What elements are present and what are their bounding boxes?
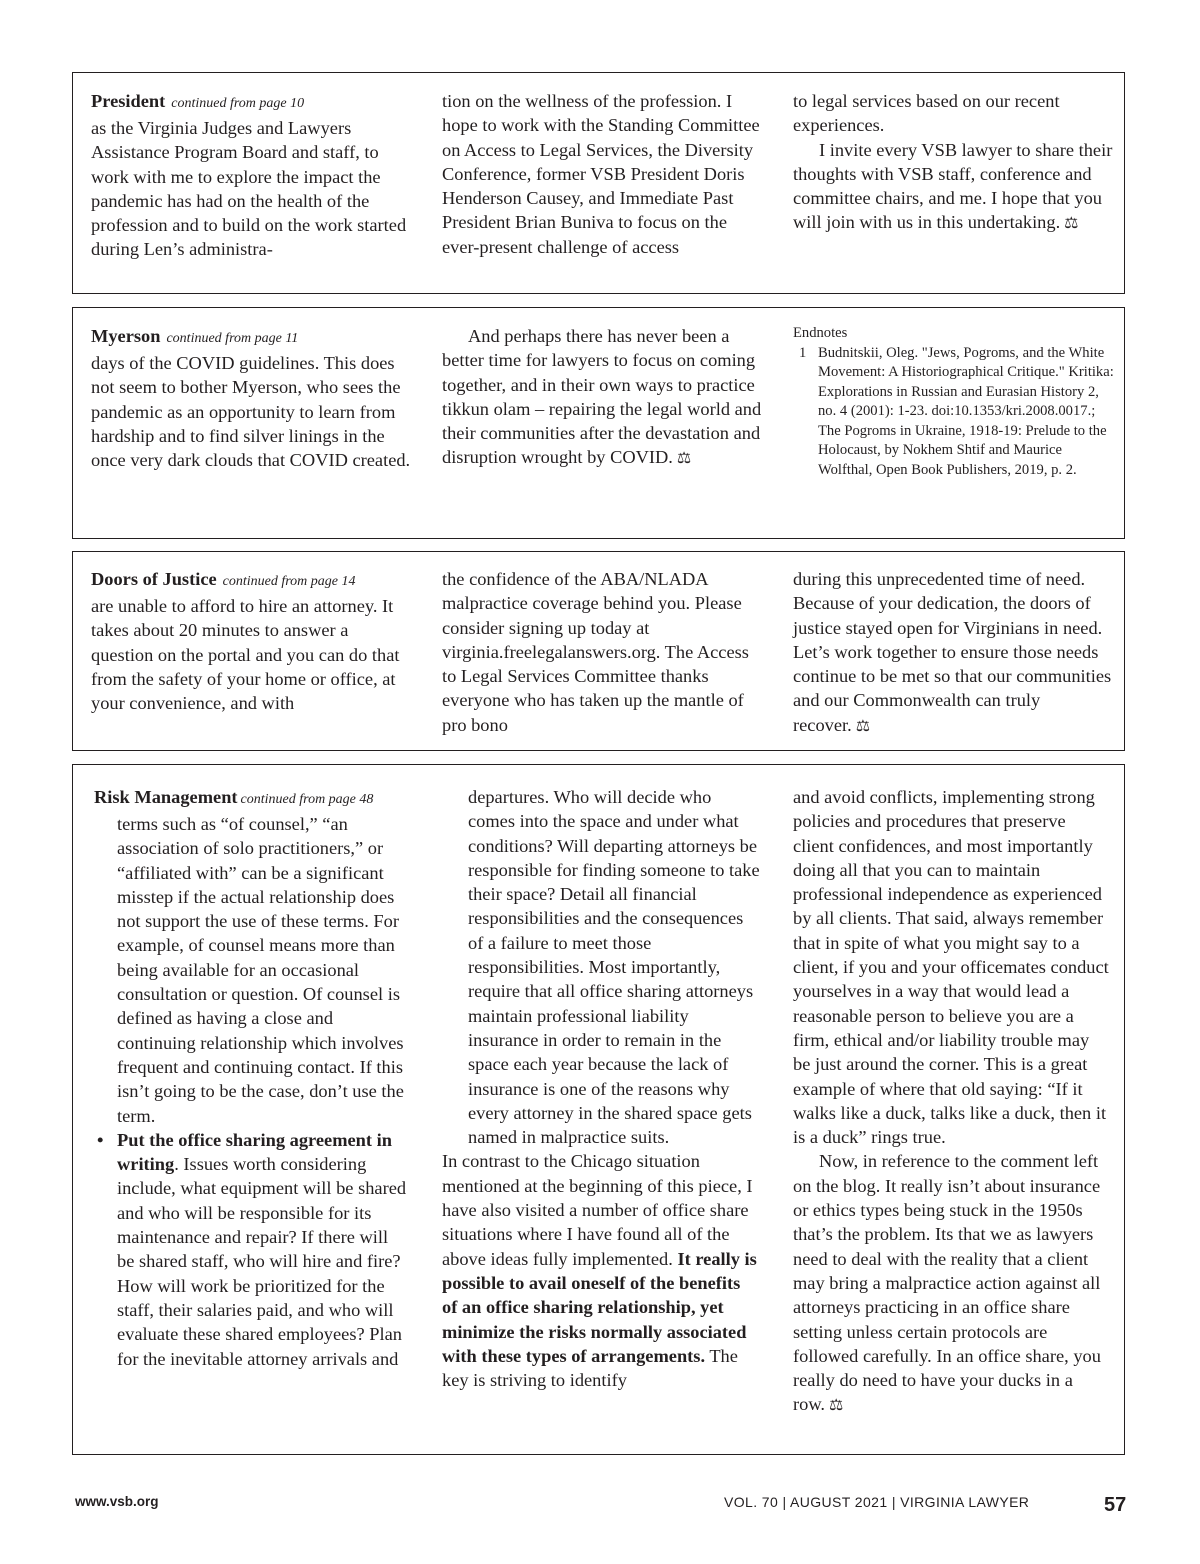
risk-text-3b: Now, in reference to the comment left on the blog. It really isn’t about insurance or ethics types being stuck in the 1950s that’s the problem. Its that we as lawyers need to deal with the reality that a client may bring a malpractice action against all attorneys practicing in an office share setting unless certain protocols are followed carefully. In an office share, you really do need to have your ducks in a row.	[793, 1151, 1101, 1415]
doors-continued-note: continued from page 14	[222, 574, 356, 589]
risk-text-2b-end: The key is striving to identify	[442, 1345, 738, 1391]
myerson-heading	[91, 324, 413, 351]
risk-col-2	[442, 785, 760, 1392]
footer-url[interactable]: www.vsb.org	[75, 1494, 159, 1509]
risk-col-3	[793, 785, 1111, 1419]
president-text-3a: to legal services based on our recent experiences.	[793, 91, 1060, 136]
risk-bullet-text: . Issues worth considering include, what equipment will be shared and who will be responsible for its maintenance and repair? If there will be shared staff, who will hire and fire? How will work be prioritized for the staff, their salaries paid, and who will evaluate these shared employees? Plan for the inevitable attorney arrivals and	[117, 1154, 407, 1369]
scales-of-justice-icon: ⚖	[829, 1397, 844, 1415]
risk-text-1: terms such as “of counsel,” “an association of solo practitioners,” or “affiliated with” can be a significant misstep if the actual relationship does not support the use of these terms. For example, of counsel means more than being available for an occasional consultation or question. Of counsel is defined as having a close and continuing relationship which involves frequent and continuing contact. If this isn’t going to be the case, don’t use the term.	[117, 814, 404, 1126]
doors-col-3	[793, 567, 1115, 739]
scales-of-justice-icon: ⚖	[676, 450, 692, 468]
myerson-continued-note: continued from page 11	[166, 331, 299, 346]
risk-management-continuation	[72, 764, 1125, 1455]
president-continued-note: continued from page 10	[171, 96, 305, 111]
myerson-text-1: days of the COVID guidelines. This does not seem to bother Myerson, who sees the pandemic as an opportunity to learn from hardship and to find silver linings in the once very dark clouds that COVID created.	[91, 353, 411, 471]
doors-text-2: the confidence of the ABA/NLADA malpractice coverage behind you. Please consider signing up today at virginia.freelegalanswers.org. The Access to Legal Services Committee thanks everyone who has taken up the mantle of pro bono	[442, 569, 749, 735]
doors-text-3: during this unprecedented time of need. Because of your dedication, the doors of justice stayed open for Virginians in need. Let’s work together to ensure those needs continue to be met so that our communities and our Commonwealth can truly recover.	[793, 569, 1112, 735]
myerson-text-2: And perhaps there has never been a better time for lawyers to focus on coming together, and in their own ways to practice tikkun olam – repairing the legal world and their communities after the devastation and disruption wrought by COVID.	[442, 326, 762, 468]
risk-bullet-item	[91, 1128, 409, 1371]
myerson-col-1	[91, 324, 413, 472]
doors-heading	[91, 567, 413, 594]
doors-text-1: are unable to afford to hire an attorney. It takes about 20 minutes to answer a question on the portal and you can do that from the safety of your home or office, at your convenience, and with	[91, 596, 400, 714]
president-title: President	[91, 91, 166, 111]
scales-of-justice-icon: ⚖	[1064, 215, 1079, 233]
endnotes-title: Endnotes	[793, 325, 848, 341]
endnote-text: Budnitskii, Oleg. "Jews, Pogroms, and the White Movement: A Historiographical Critique." Kritika: Explorations in Russian and Eurasian History 2, no. 4 (2001): 1-23. doi:10.1353/kri.2008.0017.; The Pogroms in Ukraine, 1918-19: Prelude to the Holocaust, by Nokhem Shtif and Maurice Wolfthal, Open Book Publishers, 2019, p. 2.	[818, 344, 1114, 478]
president-text-1: as the Virginia Judges and Lawyers Assistance Program Board and staff, to work with me to explore the impact the pandemic has had on the health of the profession and to build on the work started during Len’s administra-	[91, 118, 407, 260]
myerson-title: Myerson	[91, 326, 161, 346]
myerson-continuation	[72, 307, 1125, 539]
risk-heading	[94, 785, 409, 812]
doors-of-justice-continuation	[72, 551, 1125, 751]
bullet-icon: •	[97, 1129, 104, 1150]
risk-text-2b	[442, 1149, 760, 1392]
risk-text-2a: departures. Who will decide who comes into the space and under what conditions? Will departing attorneys be responsible for finding someone to take their space? Detail all financial responsibilities and the consequences of a failure to meet those responsibilities. Most importantly, require that all office sharing attorneys maintain professional liability insurance in order to remain in the space each year because the lack of insurance is one of the reasons why every attorney in the shared space gets named in malpractice suits.	[468, 787, 760, 1148]
footer-issue: VOL. 70 | AUGUST 2021 | VIRGINIA LAWYER	[724, 1494, 1030, 1510]
president-text-3b: I invite every VSB lawyer to share their thoughts with VSB staff, conference and committee chairs, and me. I hope that you will join with us in this undertaking.	[793, 139, 1113, 233]
doors-col-2	[442, 567, 764, 737]
scales-of-justice-icon: ⚖	[855, 717, 871, 735]
endnotes	[793, 324, 1115, 480]
page-number: 57	[1104, 1494, 1127, 1516]
endnote-number: 1	[799, 344, 807, 361]
risk-text-3a: and avoid conflicts, implementing strong policies and procedures that preserve client confidences, and most importantly doing all that you can to maintain professional independence as experienced by all clients. That said, always remember that in spite of what you might say to a client, if you and your officemates conduct yourselves in a way that would lead a reasonable person to believe you are a firm, ethical and/or liability trouble may be just around the corner. This is a great example of where that old saying: “If it walks like a duck, talks like a duck, then it is a duck” rings true.	[793, 787, 1109, 1148]
president-col-3	[793, 89, 1115, 237]
risk-title: Risk Management	[94, 787, 238, 807]
doors-col-1	[91, 567, 413, 715]
risk-bullet-heading: Put the office sharing agreement in writing	[117, 1129, 392, 1175]
endnote-item	[793, 344, 1115, 481]
risk-text-2b-bold: It really is possible to avail oneself of the benefits of an office sharing relationship, yet minimize the risks normally associated with these types of arrangements.	[442, 1248, 757, 1366]
risk-col-1	[91, 785, 409, 1371]
myerson-col-2	[442, 324, 764, 472]
risk-continued-note: continued from page 48	[240, 792, 374, 807]
president-col-1	[91, 89, 413, 262]
president-heading	[91, 89, 413, 116]
risk-text-2b-start: In contrast to the Chicago situation mentioned at the beginning of this piece, I have also visited a number of office share situations where I have found all of the above ideas fully implemented.	[442, 1151, 753, 1269]
president-continuation	[72, 72, 1125, 294]
president-col-2	[442, 89, 764, 259]
president-text-2: tion on the wellness of the profession. I hope to work with the Standing Committee on Access to Legal Services, the Diversity Conference, former VSB President Doris Henderson Causey, and Immediate Past President Brian Buniva to focus on the ever-present challenge of access	[442, 91, 760, 257]
doors-title: Doors of Justice	[91, 569, 217, 589]
